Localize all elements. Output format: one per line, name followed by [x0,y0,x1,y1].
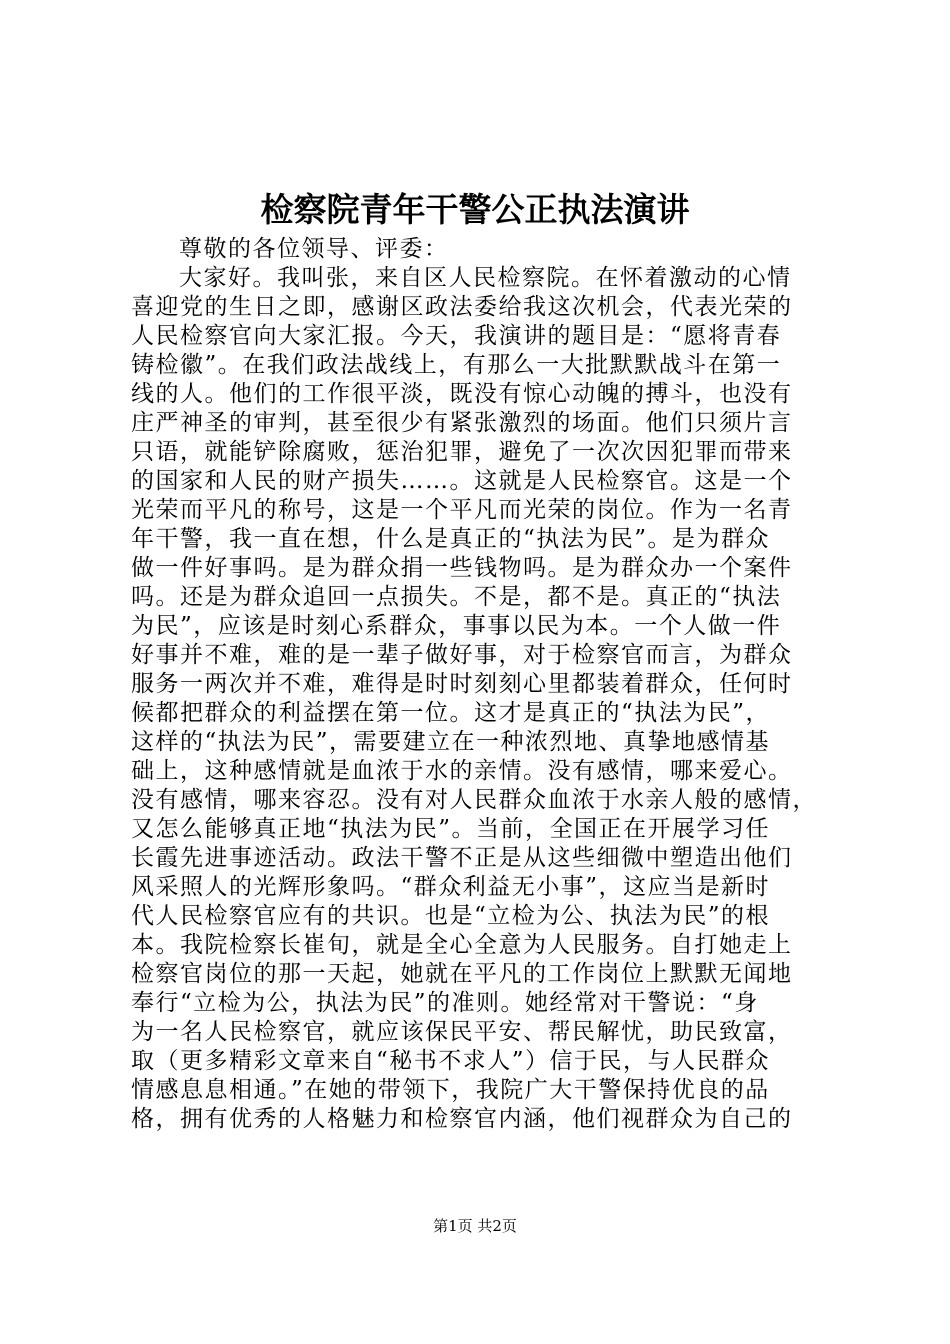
text-line: 做一件好事吗。是为群众捐一些钱物吗。是为群众办一个案件 [131,555,793,581]
text-line: 大家好。我叫张，来自区人民检察院。在怀着激动的心情 [179,265,792,291]
text-line: 情感息息相通。”在她的带领下，我院广大干警保持优良的品 [131,1077,770,1103]
text-line: 好事并不难，难的是一辈子做好事，对于检察官而言，为群众 [131,642,793,668]
text-line: 候都把群众的利益摆在第一位。这才是真正的“执法为民”， [131,700,771,726]
text-line: 检察官岗位的那一天起，她就在平凡的工作岗位上默默无闻地 [131,961,793,987]
text-line: 代人民检察官应有的共识。也是“立检为公、执法为民”的根 [131,903,771,929]
text-line: 尊敬的各位领导、评委： [179,236,449,262]
text-line: 庄严神圣的审判，甚至很少有紧张激烈的场面。他们只须片言 [131,410,793,436]
text-line: 年干警，我一直在想，什么是真正的“执法为民”。是为群众 [131,526,771,552]
text-line: 格，拥有优秀的人格魅力和检察官内涵，他们视群众为自己的 [131,1106,793,1132]
page-footer: 第1页 共2页 [433,1217,517,1235]
text-line: 线的人。他们的工作很平淡，既没有惊心动魄的搏斗，也没有 [131,381,793,407]
text-line: 础上，这种感情就是血浓于水的亲情。没有感情，哪来爱心。 [131,758,793,784]
text-line: 这样的“执法为民”，需要建立在一种浓烈地、真挚地感情基 [131,729,771,755]
text-line: 人民检察官向大家汇报。今天，我演讲的题目是：“愿将青春 [131,323,782,349]
text-line: 取（更多精彩文章来自“秘书不求人”）信于民，与人民群众 [131,1048,771,1074]
text-line: 吗。还是为群众追回一点损失。不是，都不是。真正的“执法 [131,584,782,610]
text-line: 本。我院检察长崔旬，就是全心全意为人民服务。自打她走上 [131,932,793,958]
text-line: 喜迎党的生日之即，感谢区政法委给我这次机会，代表光荣的 [131,294,793,320]
text-line: 风采照人的光辉形象吗。“群众利益无小事”，这应当是新时 [131,874,771,900]
text-line: 服务一两次并不难，难得是时时刻刻心里都装着群众，任何时 [131,671,793,697]
text-line: 为民”，应该是时刻心系群众，事事以民为本。一个人做一件 [131,613,782,639]
text-line: 长霞先进事迹活动。政法干警不正是从这些细微中塑造出他们 [131,845,793,871]
text-line: 的国家和人民的财产损失……。这就是人民检察官。这是一个 [131,468,793,494]
text-line: 光荣而平凡的称号，这是一个平凡而光荣的岗位。作为一名青 [131,497,793,523]
document-title: 检察院青年干警公正执法演讲 [260,190,690,229]
text-line: 只语，就能铲除腐败，惩治犯罪，避免了一次次因犯罪而带来 [131,439,793,465]
text-line: 奉行“立检为公，执法为民”的准则。她经常对干警说：“身 [131,990,759,1016]
text-line: 又怎么能够真正地“执法为民”。当前，全国正在开展学习任 [131,816,771,842]
text-line: 铸检徽”。在我们政法战线上，有那么一大批默默战斗在第一 [131,352,782,378]
text-line: 没有感情，哪来容忍。没有对人民群众血浓于水亲人般的感情， [131,787,817,813]
document-body [131,235,831,1134]
text-line: 为一名人民检察官，就应该保民平安、帮民解忧，助民致富， [131,1019,793,1045]
